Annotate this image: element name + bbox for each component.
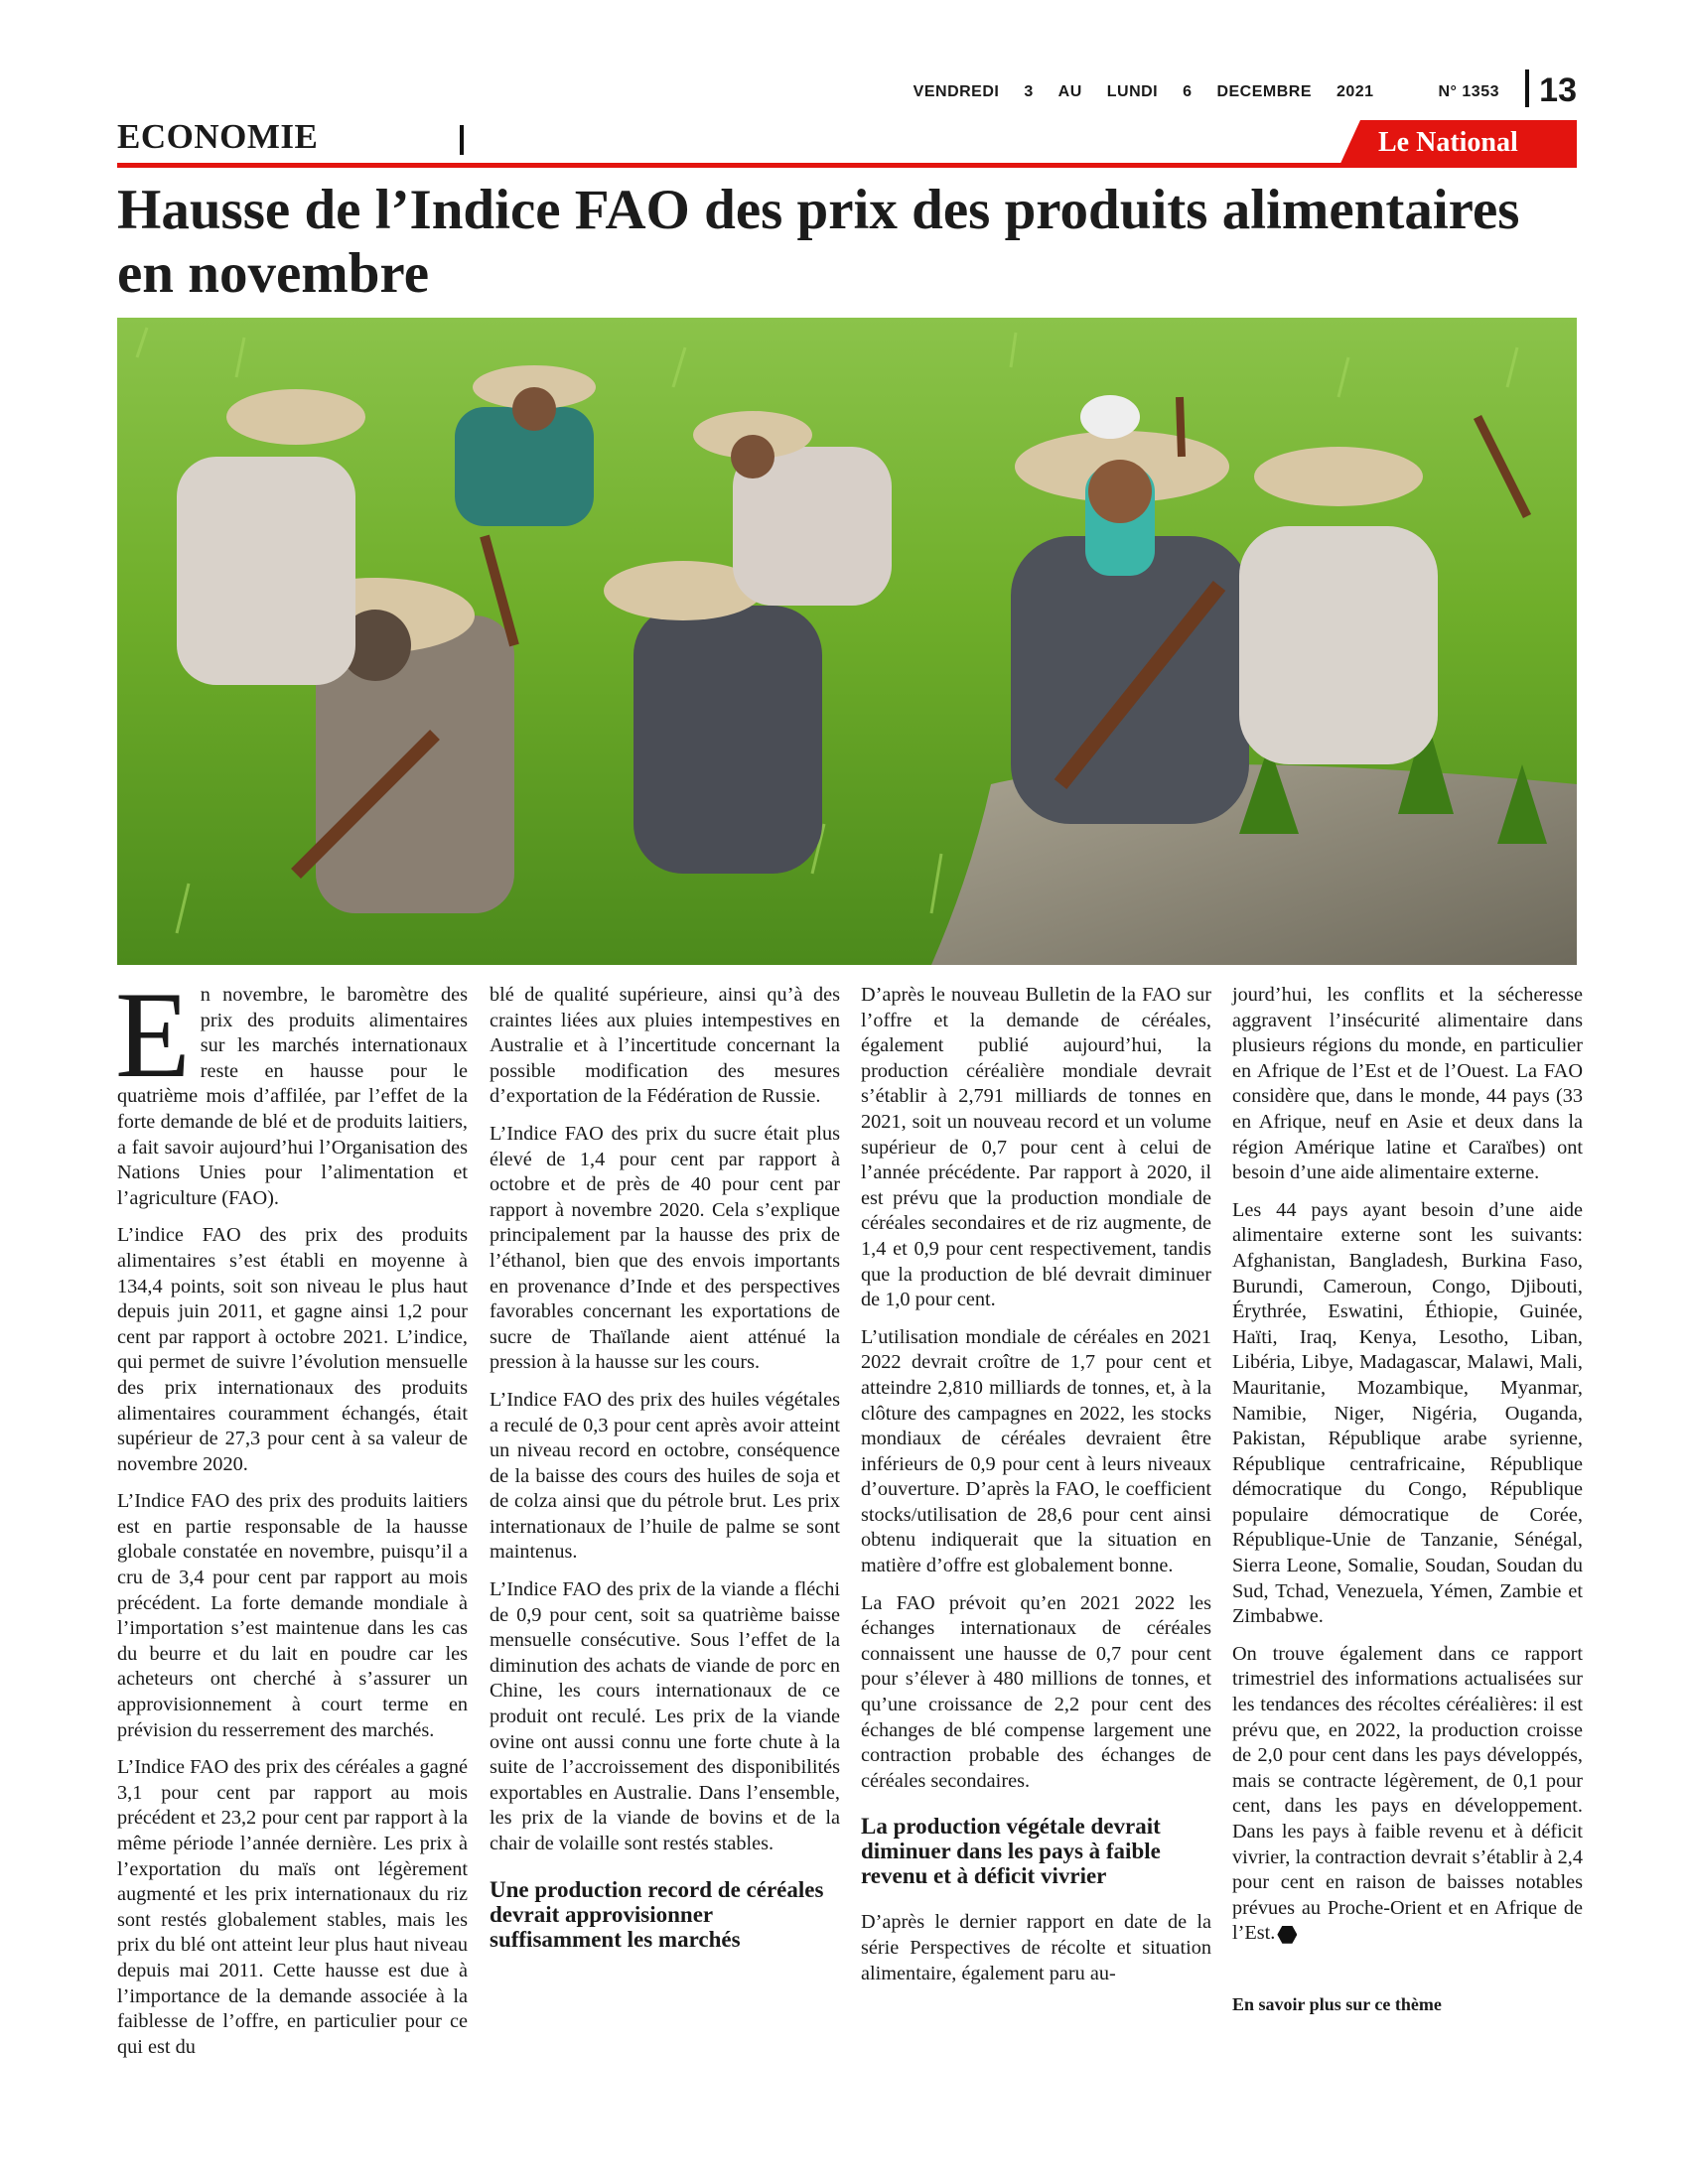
- date-start: 3: [1024, 83, 1034, 100]
- paragraph: L’Indice FAO des prix du sucre était plus élevé de 1,4 pour cent par rapport à octobre et de près de 40 pour cent par rapport à novembre 2020. Cela s’explique principalement par la hausse des prix de l’éthanol, bien que des envois importants en provenance d’Inde et des perspectives favorables concernant les exportations de sucre de Thaïlande aient atténué la pression à la hausse sur les cours.: [490, 1122, 840, 1374]
- drop-cap: E: [115, 967, 191, 1103]
- article-column-2: [490, 983, 840, 1974]
- paragraph: [115, 967, 468, 1211]
- article-column-3: [861, 983, 1211, 1998]
- paragraph: D’après le dernier rapport en date de la série Perspectives de récolte et situation alimentaire, également paru au-: [861, 1911, 1211, 1984]
- year: 2021: [1336, 83, 1374, 100]
- paragraph: L’Indice FAO des prix de la viande a fléchi de 0,9 pour cent, soit sa quatrième baisse mensuelle consécutive. Sous l’effet de la diminution des achats de viande de porc en Chine, les cours internationaux de ce produit ont reculé. Les prix de la viande ovine ont aussi connu une forte chute à la suite de l’accroissement des disponibilités exportables en Australie. Dans l’ensemble, les prix de la viande de bovins et de la chair de volaille sont restés stables.: [490, 1578, 840, 1854]
- dateline: [894, 83, 1499, 101]
- date-connector: AU: [1057, 83, 1082, 100]
- subheading: Une production record de céréales devrait approvisionner suffisamment les marchés: [490, 1876, 824, 1952]
- paragraph: L’Indice FAO des prix des céréales a gagné 3,1 pour cent par rapport au mois précédent et 23,2 pour cent par rapport à la même période l’année dernière. Les prix à l’exportation du maïs ont légèrement augmenté et les prix internationaux du riz sont restés globalement stables, mais les prix du blé ont atteint leur plus haut niveau depuis mai 2011. Cette hausse est due à l’importance de la demande associée à la faiblesse de l’offre, en particulier pour ce qui est du: [117, 1756, 468, 2058]
- section-divider: [460, 125, 464, 155]
- issue-number: N° 1353: [1438, 83, 1499, 100]
- day-end: LUNDI: [1106, 83, 1159, 100]
- header-rule: [117, 163, 1577, 168]
- paragraph: jourd’hui, les conflits et la sécheresse aggravent l’insécurité alimentaire dans plusieurs régions du monde, en particulier en Afrique de l’Est et de l’Ouest. La FAO considère que, dans le monde, 44 pays (33 en Afrique, neuf en Asie et deux dans la région Amérique latine et Caraïbes) ont besoin d’une aide alimentaire externe.: [1232, 984, 1583, 1184]
- paragraph: [1232, 1642, 1583, 1947]
- article-column-4: [1232, 983, 1583, 2018]
- section-label: ECONOMIE: [117, 117, 319, 156]
- month: DECEMBRE: [1216, 83, 1312, 100]
- article-headline: Hausse de l’Indice FAO des prix des produits alimentaires en novembre: [117, 179, 1520, 305]
- paragraph: La FAO prévoit qu’en 2021 2022 les échanges internationaux de céréales connaissent une hausse de 0,7 pour cent pour s’élever à 480 millions de tonnes, et qu’une croissance de 2,2 pour cent des échanges de blé compense largement une contraction probable des échanges de céréales secondaires.: [861, 1591, 1211, 1792]
- paragraph: L’indice FAO des prix des produits alimentaires s’est établi en moyenne à 134,4 points, soit son niveau le plus haut depuis juin 2011, et gagne ainsi 1,2 pour cent par rapport à octobre 2021. L’indice, qui permet de suivre l’évolution mensuelle des prix internationaux des produits alimentaires couramment échangés, était supérieur de 27,3 pour cent à sa valeur de novembre 2020.: [117, 1224, 468, 1475]
- paragraph-text: On trouve également dans ce rapport trimestriel des informations actualisées sur les tendances des récoltes céréalières: il est prévu que, en 2022, la production croisse de 2,0 pour cent dans les pays développés, mais se contracte légèrement, de 0,1 pour cent, dans les pays en développement. Dans les pays à faible revenu et à déficit vivrier, la contraction devrait s’établir à 2,4 pour cent en raison de baisses notables prévues au Proche-Orient et en Afrique de l’Est.: [1232, 1642, 1583, 1945]
- page-number: 13: [1539, 71, 1577, 109]
- article-photo: [117, 318, 1577, 965]
- paragraph: L’Indice FAO des prix des huiles végétales a reculé de 0,3 pour cent après avoir atteint un niveau record en octobre, conséquence de la baisse des cours des huiles de soja et de colza ainsi que du pétrole brut. Les prix internationaux de l’huile de palme se sont maintenus.: [490, 1388, 840, 1564]
- more-on-topic-link[interactable]: En savoir plus sur ce thème: [1232, 1993, 1442, 2014]
- brand-name: Le National: [1378, 127, 1518, 158]
- paragraph-text: n novembre, le baromètre des prix des produits alimentaires sur les marchés internationaux reste en hausse pour le quatrième mois d’affilée, par l’effet de la forte demande de blé et de produits laitiers, a fait savoir aujourd’hui l’Organisation des Nations Unies pour l’alimentation et l’agriculture (FAO).: [117, 984, 468, 1209]
- paragraph: L’Indice FAO des prix des produits laitiers est en partie responsable de la hausse globale constatée en novembre, puisqu’il a cru de 3,4 pour cent par rapport au mois précédent. La forte demande mondiale à l’importation s’est maintenue dans les cas du beurre et du lait en poudre car les acheteurs ont cherché à s’assurer un approvisionnement à court terme en prévision du resserrement des marchés.: [117, 1490, 468, 1741]
- page-header: [117, 69, 1577, 109]
- paragraph: D’après le nouveau Bulletin de la FAO sur l’offre et la demande de céréales, également publié aujourd’hui, la production céréalière mondiale devrait s’établir à 2,791 milliards de tonnes en 2021, soit un nouveau record et un volume supérieur de 0,7 pour cent à celui de l’année précédente. Par rapport à 2020, il est prévu que la production mondiale de céréales secondaires et de riz augmente, de 1,4 et 0,9 pour cent respectivement, tandis que la production de blé devrait diminuer de 1,0 pour cent.: [861, 984, 1211, 1311]
- paragraph: L’utilisation mondiale de céréales en 2021 2022 devrait croître de 1,7 pour cent et atteindre 2,810 milliards de tonnes, et, à la clôture des campagnes en 2022, les stocks mondiaux de céréales devraient être inférieurs de 0,9 pour cent à leurs niveaux d’ouverture. D’après la FAO, le coefficient stocks/utilisation de 28,6 pour cent ainsi obtenu indiquerait que la situation en matière d’offre est globalement bonne.: [861, 1325, 1211, 1577]
- date-end: 6: [1183, 83, 1193, 100]
- day-start: VENDREDI: [913, 83, 1000, 100]
- paragraph: Les 44 pays ayant besoin d’une aide alimentaire externe sont les suivants: Afghanistan, Bangladesh, Burkina Faso, Burundi, Cameroun, Congo, Djibouti, Érythrée, Eswatini, Éthiopie, Guinée, Haïti, Iraq, Kenya, Lesotho, Liban, Libéria, Libye, Madagascar, Malawi, Mali, Mauritanie, Mozambique, Myanmar, Namibie, Niger, Nigéria, Ouganda, Pakistan, République arabe syrienne, République centrafricaine, République démocratique du Congo, République populaire démocratique de Corée, République-Unie de Tanzanie, Sénégal, Sierra Leone, Somalie, Soudan, Soudan du Sud, Tchad, Venezuela, Yémen, Zambie et Zimbabwe.: [1232, 1198, 1583, 1628]
- paragraph: blé de qualité supérieure, ainsi qu’à des craintes liées aux pluies intempestives en Australie et à l’incertitude concernant la possible modification des mesures d’exportation de la Fédération de Russie.: [490, 984, 840, 1108]
- article-column-1: [115, 967, 468, 2072]
- page-number-divider: [1525, 69, 1529, 107]
- subheading: La production végétale devrait diminuer dans les pays à faible revenu et à déficit vivrier: [861, 1814, 1161, 1889]
- end-of-article-icon: [1277, 1926, 1297, 1944]
